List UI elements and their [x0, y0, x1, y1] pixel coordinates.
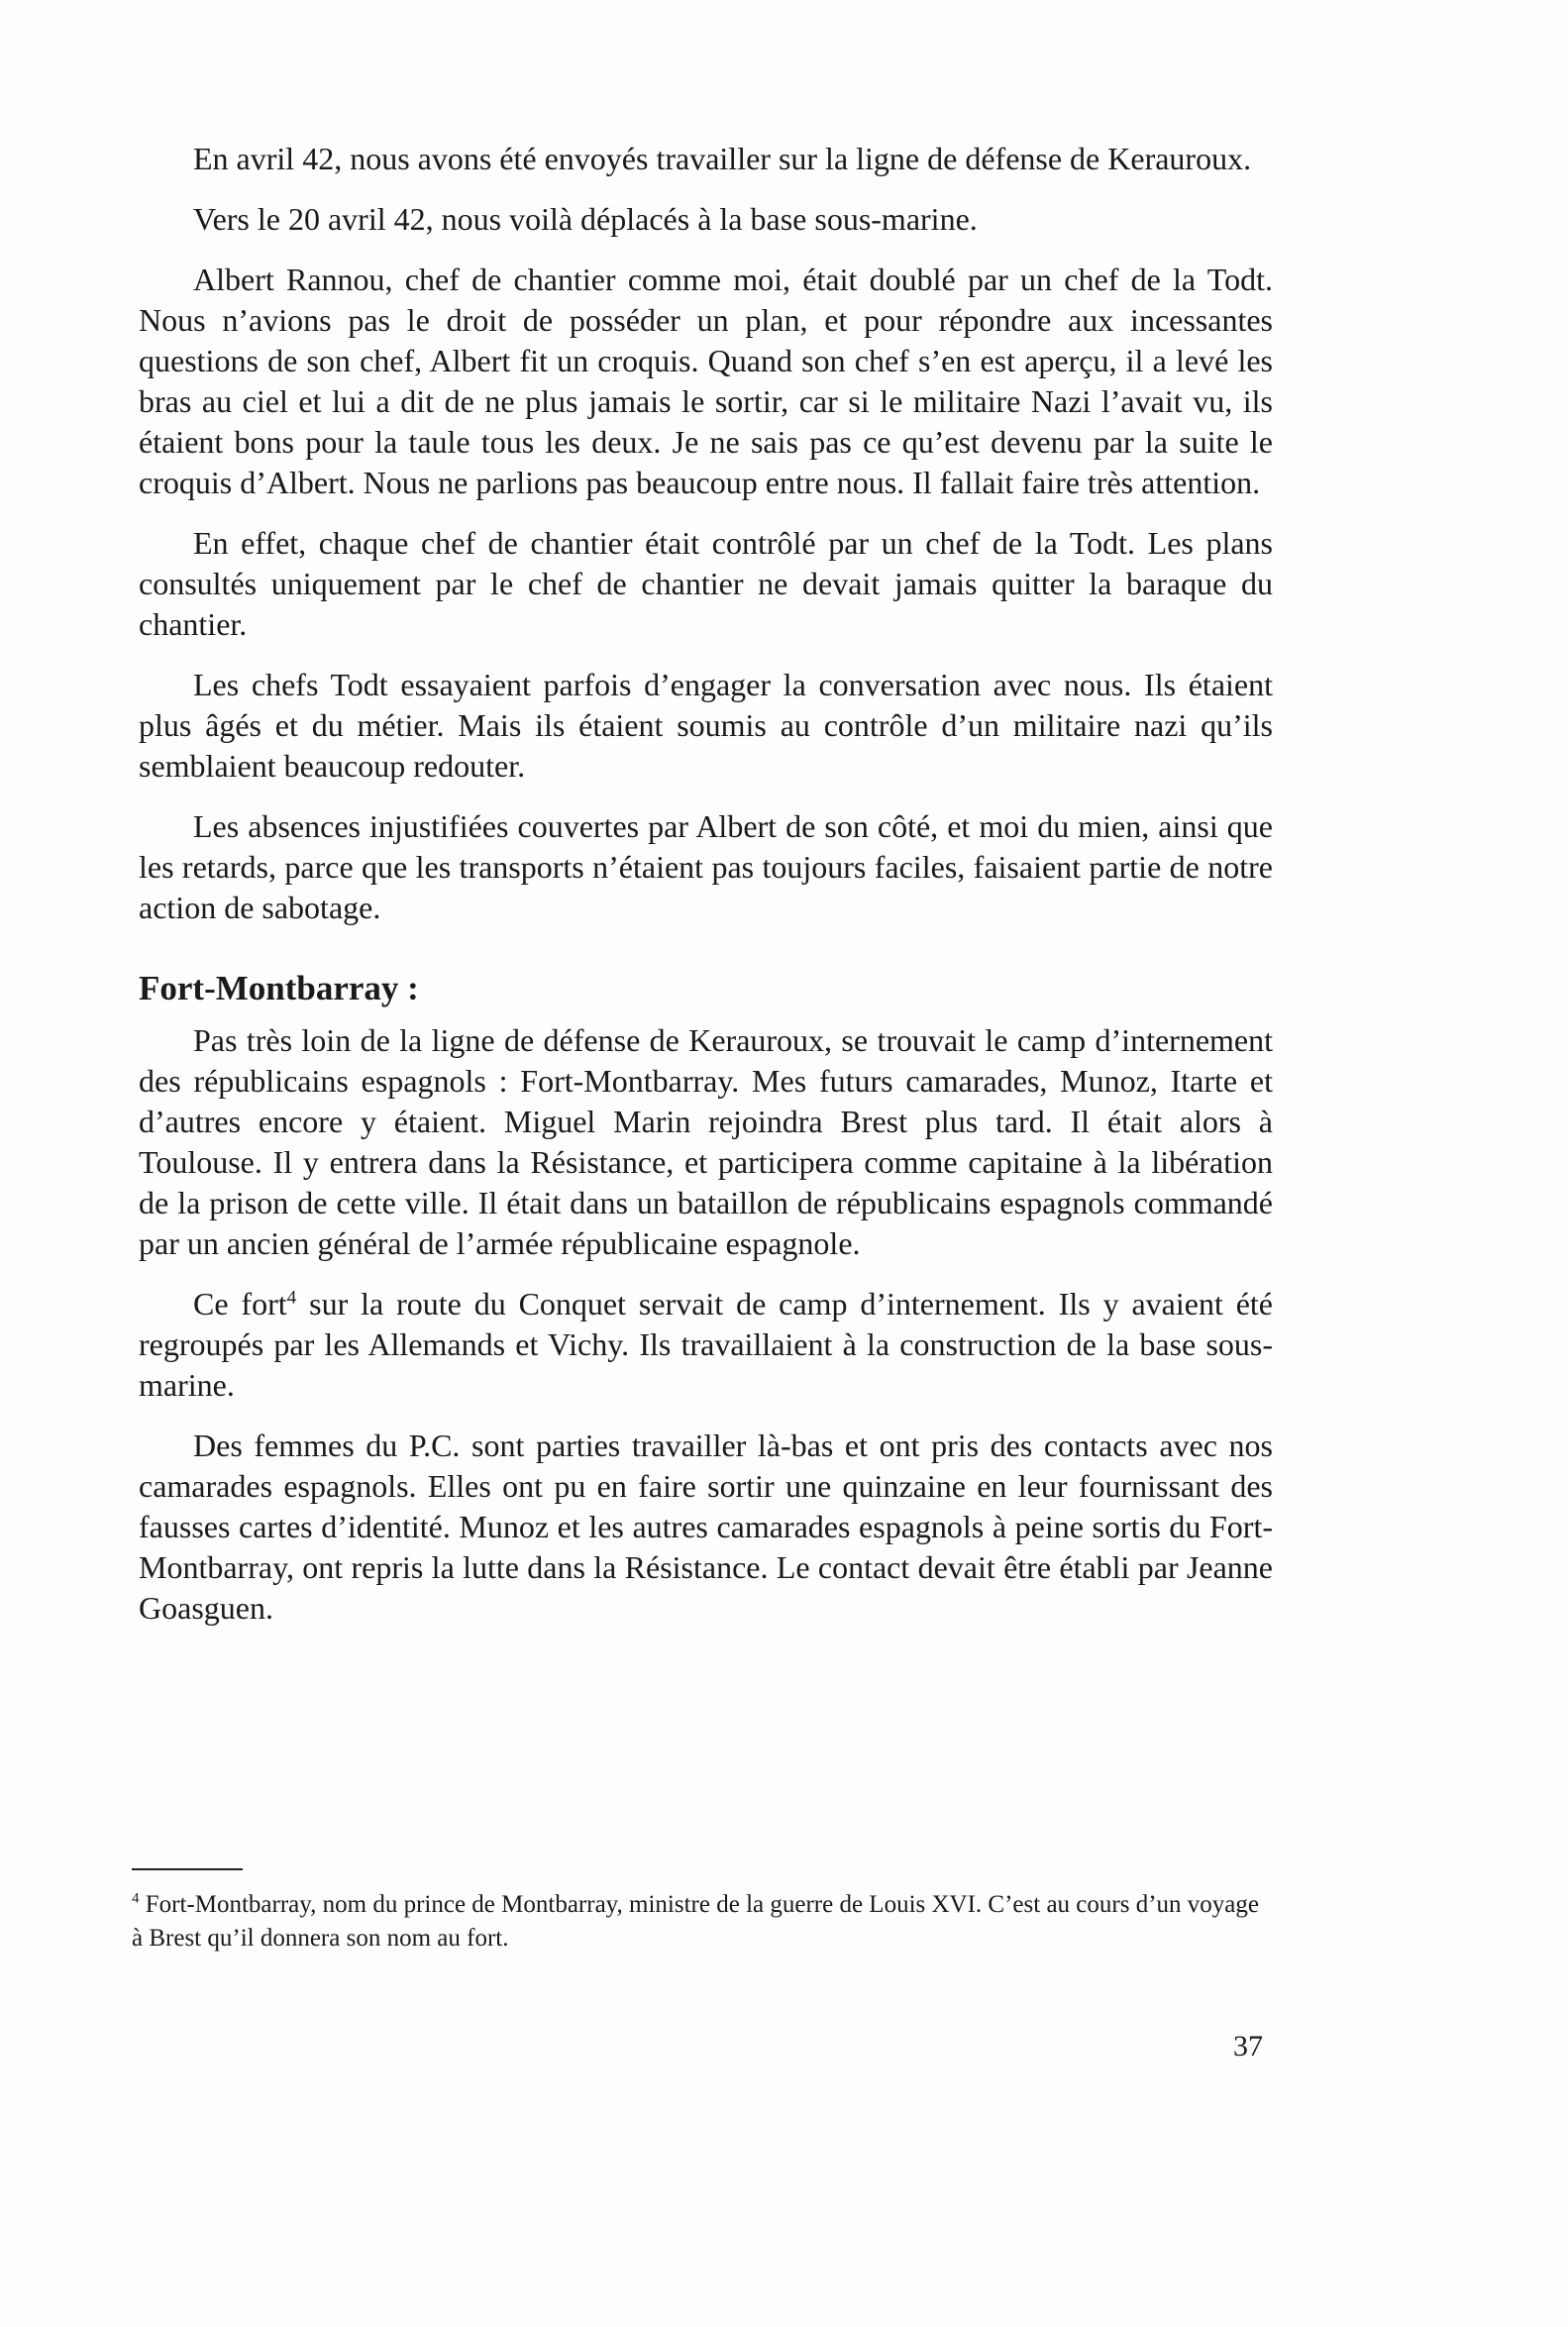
footnote-text: Fort-Montbarray, nom du prince de Montbarray, ministre de la guerre de Louis XVI. C’est au cours d’un voyage à Brest qu’il donnera son nom au fort. — [132, 1891, 1259, 1952]
paragraph: Pas très loin de la ligne de défense de Kerauroux, se trouvait le camp d’internement des républicains espagnols : Fort-Montbarray. Mes futurs camarades, Munoz, Itarte et d’autres encore y étaient. Miguel Marin rejoindra Brest plus tard. Il était alors à Toulouse. Il y entrera dans la Résistance, et participera comme capitaine à la libération de la prison de cette ville. Il était dans un bataillon de républicains espagnols commandé par un ancien général de l’armée républicaine espagnole. — [139, 1022, 1273, 1261]
page-number: 37 — [1233, 2030, 1263, 2063]
footnote-area — [132, 1868, 1273, 1956]
paragraph: En avril 42, nous avons été envoyés travailler sur la ligne de défense de Kerauroux. — [193, 141, 1252, 176]
body-text — [139, 139, 1273, 1648]
paragraph: En effet, chaque chef de chantier était contrôlé par un chef de la Todt. Les plans consultés uniquement par le chef de chantier ne devait jamais quitter la baraque du chantier. — [139, 525, 1273, 642]
paragraph: Les absences injustifiées couvertes par Albert de son côté, et moi du mien, ainsi que les retards, parce que les transports n’étaient pas toujours faciles, faisaient partie de notre action de sabotage. — [139, 808, 1273, 925]
paragraph-with-footnote-ref — [139, 1284, 1273, 1406]
footnote-reference: 4 — [286, 1287, 297, 1309]
paragraph: Les chefs Todt essayaient parfois d’engager la conversation avec nous. Ils étaient plus âgés et du métier. Mais ils étaient soumis au contrôle d’un militaire nazi qu’ils semblaient beaucoup redouter. — [139, 667, 1273, 784]
paragraph-text-start: Ce fort — [193, 1286, 287, 1322]
footnote-separator — [132, 1868, 243, 1870]
paragraph-text-end: sur la route du Conquet servait de camp d’internement. Ils y avaient été regroupés par les Allemands et Vichy. Ils travaillaient à la construction de la base sous-marine. — [139, 1286, 1274, 1403]
paragraph: Vers le 20 avril 42, nous voilà déplacés à la base sous-marine. — [193, 201, 978, 237]
paragraph: Albert Rannou, chef de chantier comme moi, était doublé par un chef de la Todt. Nous n’avions pas le droit de posséder un plan, et pour répondre aux incessantes questions de son chef, Albert fit un croquis. Quand son chef s’en est aperçu, il a levé les bras au ciel et lui a dit de ne plus jamais le sortir, car si le militaire Nazi l’avait vu, ils étaient bons pour la taule tous les deux. Je ne sais pas ce qu’est devenu par la suite le croquis d’Albert. Nous ne parlions pas beaucoup entre nous. Il fallait faire très attention. — [139, 262, 1273, 500]
footnote — [132, 1888, 1273, 1956]
paragraph: Des femmes du P.C. sont parties travailler là-bas et ont pris des contacts avec nos camarades espagnols. Elles ont pu en faire sortir une quinzaine en leur fournissant des fausses cartes d’identité. Munoz et les autres camarades espagnols à peine sortis du Fort-Montbarray, ont repris la lutte dans la Résistance. Le contact devait être établi par Jeanne Goasguen. — [139, 1428, 1273, 1626]
section-heading: Fort-Montbarray : — [139, 969, 419, 1007]
footnote-marker: 4 — [132, 1890, 140, 1907]
